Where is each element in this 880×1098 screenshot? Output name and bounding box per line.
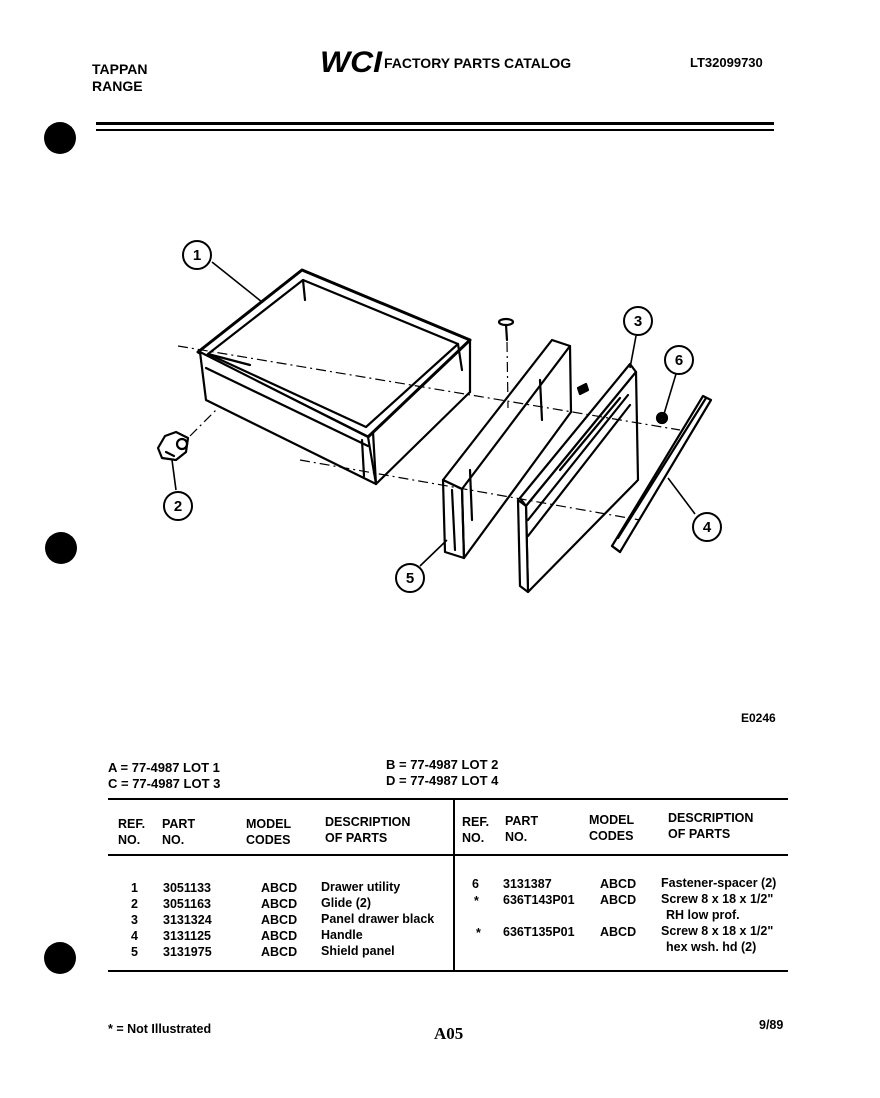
leader-3	[630, 336, 636, 368]
hdr-part-left: PART NO.	[162, 817, 196, 847]
table-row-desc: Drawer utility	[321, 880, 401, 894]
table-row-ref: *	[476, 926, 481, 940]
catalog-code: LT32099730	[690, 55, 763, 70]
hdr-model-right: MODEL CODES	[589, 813, 635, 843]
table-row-codes: ABCD	[600, 877, 637, 891]
table-row-part: 3051163	[163, 897, 211, 911]
model-code-d: D = 77-4987 LOT 4	[386, 773, 499, 788]
table-row-part: 3051133	[163, 881, 211, 895]
drawer-utility-part	[198, 270, 470, 484]
screw-side	[578, 384, 588, 394]
hdr-ref-left: REF. NO.	[118, 817, 146, 847]
leader-6	[664, 374, 676, 414]
table-row-codes: ABCD	[600, 893, 637, 907]
model-code-a: A = 77-4987 LOT 1	[108, 760, 220, 775]
wci-logo-text: WCI	[320, 46, 383, 76]
table-header-rule	[108, 854, 788, 856]
table-bottom-rule	[108, 970, 788, 972]
table-row-part: 3131125	[163, 929, 211, 943]
panel-drawer-black-part	[518, 364, 638, 592]
binder-hole-bottom	[44, 942, 76, 974]
footer-date: 9/89	[759, 1018, 784, 1032]
table-row-codes: ABCD	[261, 897, 298, 911]
table-row-ref: 6	[472, 877, 479, 891]
screw-top	[499, 319, 513, 340]
table-row-codes: ABCD	[261, 913, 298, 927]
table-row-part: 3131324	[163, 913, 212, 927]
table-row-part: 3131975	[163, 945, 212, 959]
callout-1-label: 1	[192, 247, 202, 264]
table-row-ref: 2	[131, 897, 138, 911]
model-code-b: B = 77-4987 LOT 2	[386, 757, 499, 772]
table-column-divider	[453, 798, 455, 972]
callout-5-label: 5	[405, 570, 415, 587]
table-row-desc-cont: hex wsh. hd (2)	[666, 940, 757, 954]
table-row-codes: ABCD	[261, 945, 298, 959]
product-name: RANGE	[92, 78, 143, 94]
catalog-title: FACTORY PARTS CATALOG	[384, 55, 572, 71]
table-top-rule	[108, 798, 788, 800]
table-row-desc: Screw 8 x 18 x 1/2"	[661, 924, 774, 938]
table-row-desc: Fastener-spacer (2)	[661, 876, 777, 890]
table-row-desc: Screw 8 x 18 x 1/2"	[661, 892, 774, 906]
callout-4-label: 4	[702, 519, 712, 536]
leader-5	[420, 540, 447, 566]
table-row-desc: Handle	[321, 928, 363, 942]
table-row-ref: 5	[131, 945, 138, 959]
figure-code: E0246	[741, 711, 776, 725]
hdr-model-left: MODEL CODES	[246, 817, 292, 847]
model-code-c: C = 77-4987 LOT 3	[108, 776, 221, 791]
callout-2-label: 2	[173, 498, 183, 515]
table-row-part: 3131387	[503, 877, 552, 891]
leader-1	[212, 262, 262, 302]
table-row-ref: 4	[131, 929, 138, 943]
table-row-codes: ABCD	[261, 881, 298, 895]
table-row-codes: ABCD	[261, 929, 298, 943]
fastener-spacer-part	[657, 413, 667, 423]
leader-4	[668, 478, 695, 514]
brand-name: TAPPAN	[92, 61, 148, 77]
table-row-codes: ABCD	[600, 925, 637, 939]
page-number: A05	[434, 1024, 464, 1043]
table-row-part: 636T143P01	[503, 893, 575, 907]
table-row-desc: Panel drawer black	[321, 912, 435, 926]
footer-note: * = Not Illustrated	[108, 1022, 212, 1036]
table-row-ref: 1	[131, 881, 138, 895]
table-row-desc: Shield panel	[321, 944, 395, 958]
glide-part	[158, 432, 188, 460]
leader-2	[172, 460, 176, 490]
callout-6-label: 6	[674, 352, 684, 369]
hdr-desc-left: DESCRIPTION OF PARTS	[325, 815, 411, 845]
table-row-ref: 3	[131, 913, 138, 927]
table-row-desc: Glide (2)	[321, 896, 372, 910]
hdr-desc-right: DESCRIPTION OF PARTS	[668, 811, 754, 841]
hdr-part-right: PART NO.	[505, 814, 539, 844]
callout-3-label: 3	[633, 313, 643, 330]
table-row-desc-cont: RH low prof.	[666, 908, 740, 922]
hdr-ref-right: REF. NO.	[462, 815, 490, 845]
table-row-ref: *	[474, 894, 479, 908]
table-row-part: 636T135P01	[503, 925, 575, 939]
